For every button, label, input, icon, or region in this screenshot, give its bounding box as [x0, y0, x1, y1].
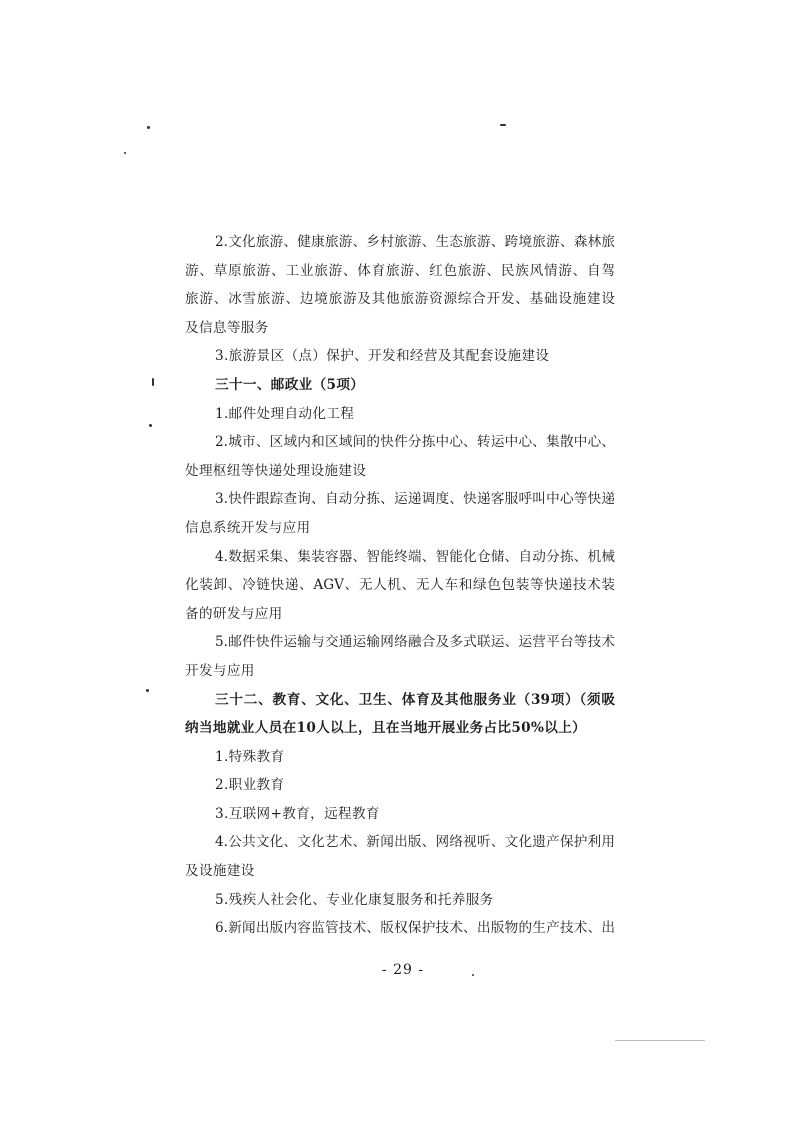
list-item [0, 800, 793, 829]
text-line: 信息系统开发与应用 [185, 519, 311, 536]
scan-speck [149, 424, 152, 427]
text-line: 游、草原旅游、工业旅游、体育旅游、红色旅游、民族风情游、自驾 [185, 262, 615, 279]
list-item [0, 400, 793, 429]
text-line: 4.数据采集、集装容器、智能终端、智能化仓储、自动分拣、机械 [215, 548, 615, 565]
page-number: - 29 - [381, 962, 425, 978]
text-line: 3.快件跟踪查询、自动分拣、运递调度、快递客服呼叫中心等快递 [215, 491, 615, 508]
text-line: 1.邮件处理自动化工程 [215, 405, 355, 422]
text-line: 开发与应用 [185, 662, 255, 679]
list-item [0, 428, 793, 485]
section-heading: 三十一、邮政业（5项） [215, 376, 365, 393]
scan-speck [146, 689, 149, 692]
text-line: 旅游、冰雪旅游、边境旅游及其他旅游资源综合开发、基础设施建设 [185, 291, 615, 308]
text-line: 4.公共文化、文化艺术、新闻出版、网络视听、文化遗产保护利用 [215, 834, 615, 851]
scan-speck [500, 124, 506, 126]
text-line: 及设施建设 [185, 863, 255, 880]
scan-speck [152, 378, 154, 386]
text-line: 1.特殊教育 [215, 748, 285, 765]
list-item [0, 228, 793, 342]
list-item [0, 628, 793, 685]
text-line: 2.城市、区域内和区域间的快件分拣中心、转运中心、集散中心、 [215, 434, 615, 451]
section-services [0, 686, 793, 943]
scan-speck [147, 126, 150, 129]
document-body [0, 228, 793, 943]
list-item [0, 342, 793, 371]
scan-speck [124, 152, 126, 154]
scan-line [615, 1040, 705, 1041]
text-line: 5.残疾人社会化、专业化康复服务和托养服务 [215, 891, 494, 908]
list-item [0, 771, 793, 800]
text-line: 3.旅游景区（点）保护、开发和经营及其配套设施建设 [215, 348, 550, 365]
text-line: 3.互联网+教育，远程教育 [215, 805, 380, 822]
list-item [0, 485, 793, 542]
list-item [0, 743, 793, 772]
text-line: 5.邮件快件运输与交通运输网络融合及多式联运、运营平台等技术 [215, 634, 615, 651]
section-tourism [0, 228, 793, 371]
text-line: 三十二、教育、文化、卫生、体育及其他服务业（39项）（须吸 [215, 691, 615, 708]
text-line: 化装卸、冷链快递、AGV、无人机、无人车和绿色包装等快递技术装 [185, 577, 615, 594]
text-line: 纳当地就业人员在10人以上，且在当地开展业务占比50%以上） [185, 720, 587, 737]
section-heading [0, 686, 793, 743]
list-item [0, 886, 793, 915]
text-line: 备的研发与应用 [185, 605, 283, 622]
list-item [0, 543, 793, 629]
section-postal [0, 371, 793, 686]
text-line: 6.新闻出版内容监管技术、版权保护技术、出版物的生产技术、出 [215, 920, 615, 937]
text-line: 及信息等服务 [185, 319, 269, 336]
list-item [0, 828, 793, 885]
text-line: 处理枢纽等快递处理设施建设 [185, 462, 367, 479]
list-item [0, 914, 793, 943]
scan-speck [472, 974, 474, 976]
text-line: 2.文化旅游、健康旅游、乡村旅游、生态旅游、跨境旅游、森林旅 [215, 234, 615, 250]
text-line: 2.职业教育 [215, 777, 285, 794]
